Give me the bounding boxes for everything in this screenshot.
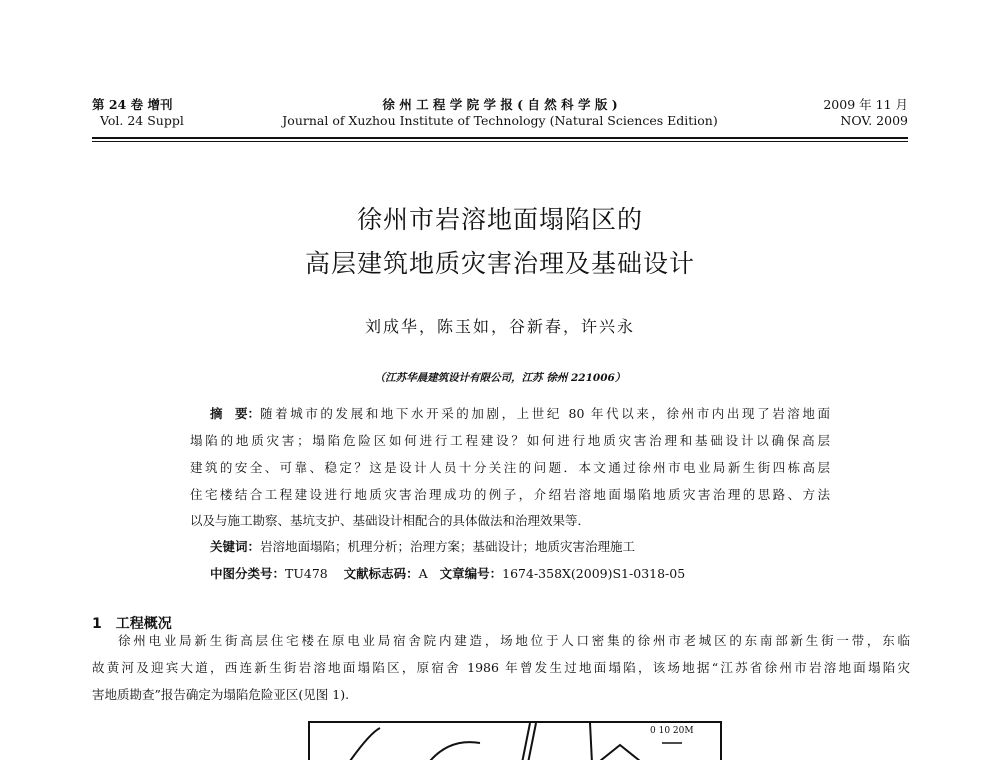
abstract-line: 以及与施工勘察、基坑支护、基础设计相配合的具体做法和治理效果等． — [190, 513, 591, 528]
title-line-2: 高层建筑地质灾害治理及基础设计 — [304, 249, 695, 278]
title-line-1: 徐州市岩溶地面塌陷区的 — [356, 205, 643, 234]
volume-en: Vol. 24 Suppl — [100, 113, 184, 128]
figure-1-map — [308, 721, 722, 760]
header-rule — [92, 137, 908, 139]
body-line: 徐州电业局新生街高层住宅楼在原电业局宿舍院内建造，场地位于人口密集的徐州市老城区的东南部新生街一带，东临 — [118, 633, 910, 648]
abstract-line: 摘 要： 随着城市的发展和地下水开采的加剧，上世纪 80 年代以来，徐州市内出现了岩溶地面 — [210, 406, 830, 421]
abstract-line: 建筑的安全、可靠、稳定？这是设计人员十分关注的问题．本文通过徐州市电业局新生街四栋高层 — [190, 460, 830, 475]
keywords: 关键词：岩溶地面塌陷；机理分析；治理方案；基础设计；地质灾害治理施工 — [210, 539, 636, 554]
abstract-label: 摘 要： — [210, 406, 261, 421]
abstract-line: 塌陷的地质灾害；塌陷危险区如何进行工程建设？如何进行地质灾害治理和基础设计以确保高层 — [190, 433, 830, 448]
journal-name-en: Journal of Xuzhou Institute of Technology (Natural Sciences Edition) — [282, 113, 718, 128]
volume-cn: 第 24 卷 增刊 — [92, 97, 173, 112]
header-rule-thin — [92, 141, 908, 142]
body-line: 害地质勘查”报告确定为塌陷危险亚区(见图 1). — [92, 687, 350, 702]
date-cn: 2009 年 11 月 — [823, 97, 908, 112]
body-line: 故黄河及迎宾大道，西连新生街岩溶地面塌陷区，原宿舍 1986 年曾发生过地面塌陷，该场地据“江苏省徐州市岩溶地面塌陷灾 — [92, 660, 910, 675]
scale-bar-label: 0 10 20M — [650, 726, 694, 736]
affiliation: （江苏华晨建筑设计有限公司，江苏 徐州 221006） — [374, 372, 626, 384]
journal-name-cn: 徐 州 工 程 学 院 学 报 ( 自 然 科 学 版 ) — [382, 97, 618, 112]
authors: 刘成华，陈玉如，谷新春，许兴永 — [364, 317, 635, 336]
classification: 中图分类号：TU478 文献标志码：A 文章编号：1674-358X(2009)S1-0318-05 — [210, 566, 686, 581]
abstract-line: 住宅楼结合工程建设进行地质灾害治理成功的例子，介绍岩溶地面塌陷地质灾害治理的思路、方法 — [190, 487, 830, 502]
date-en: NOV. 2009 — [840, 113, 908, 128]
section-heading: 1 工程概况 — [92, 616, 172, 632]
